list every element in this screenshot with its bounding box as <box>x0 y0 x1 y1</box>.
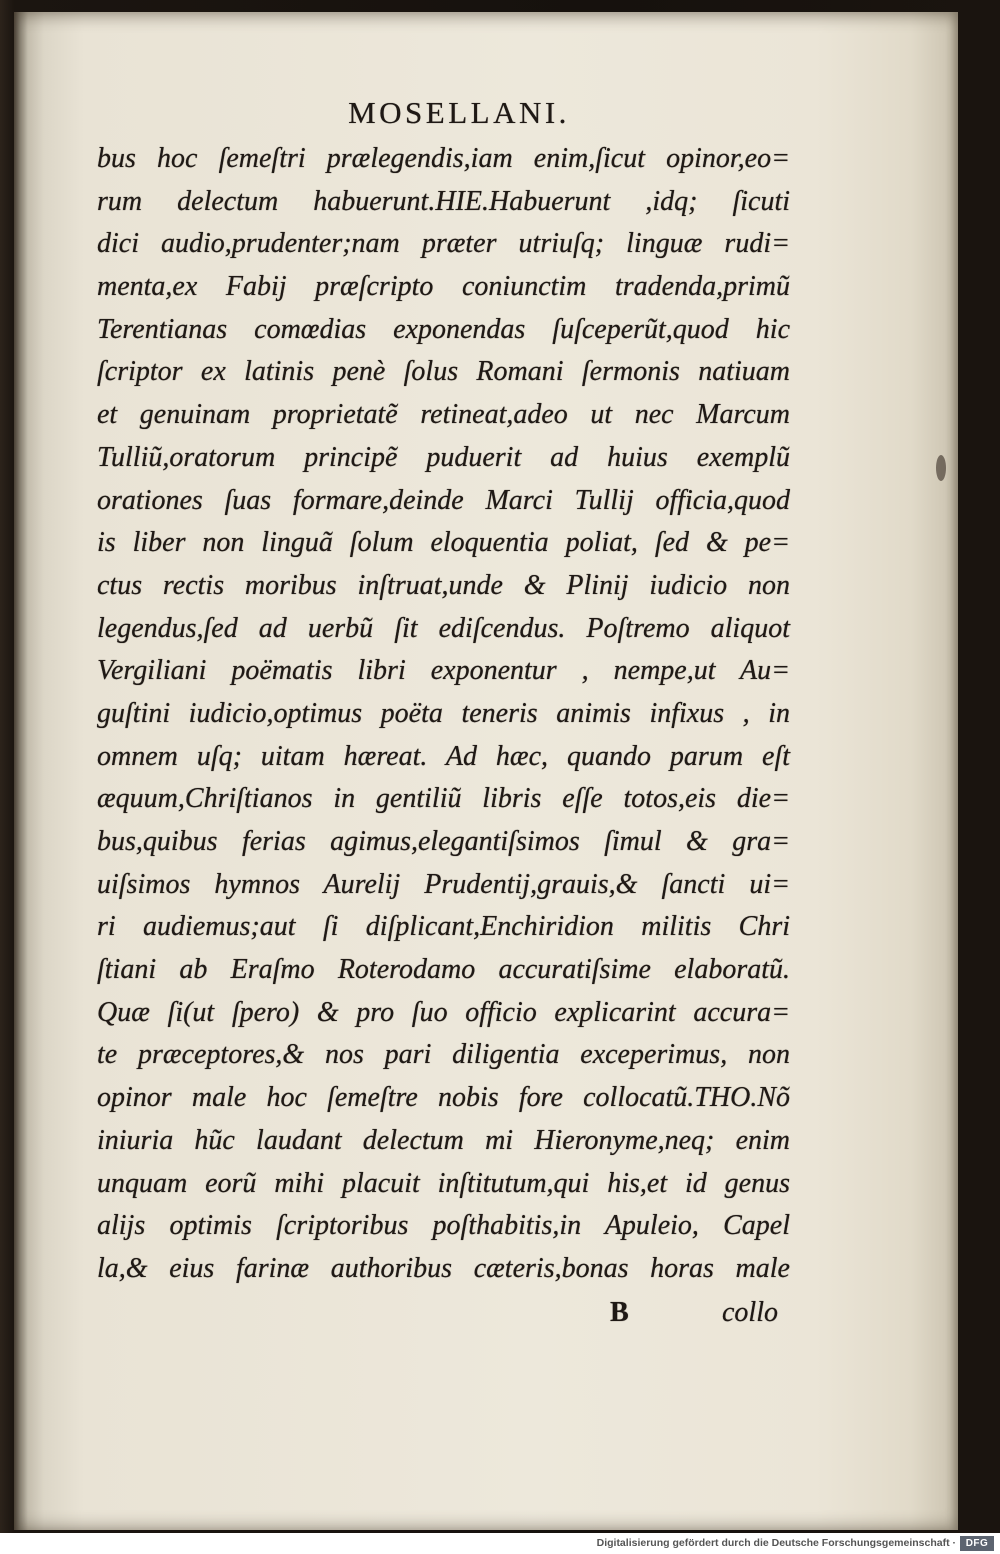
paper-edge-damage <box>936 455 946 481</box>
text-line: Tulliũ,oratorum principẽ puduerit ad huius exemplũ <box>97 441 790 473</box>
text-line: rum delectum habuerunt.HIE.Habuerunt ,idq; ſicuti <box>97 185 790 217</box>
text-line: et genuinam proprietatẽ retineat,adeo ut nec Marcum <box>97 399 790 431</box>
text-line: orationes ſuas formare,deinde Marci Tullij officia,quod <box>97 484 790 516</box>
text-line: te præceptores,& nos pari diligentia exceperimus, non <box>97 1039 790 1071</box>
text-line: æquum,Chriſtianos in gentiliũ libris eſſe totos,eis die= <box>97 783 790 815</box>
dfg-logo-icon: DFG <box>960 1536 994 1551</box>
text-line: alijs optimis ſcriptoribus poſthabitis,in Apuleio, Capel <box>97 1210 790 1242</box>
text-line: legendus,ſed ad uerbũ ſit ediſcendus. Poſtremo aliquot <box>97 612 790 644</box>
text-line: la,& eius farinæ authoribus cæteris,bonas horas male <box>97 1252 790 1284</box>
text-line: ſcriptor ex latinis penè ſolus Romani ſermonis natiuam <box>97 356 790 388</box>
signature-line <box>97 1291 790 1334</box>
funding-credit: Digitalisierung gefördert durch die Deutsche Forschungsgemeinschaft · <box>596 1537 956 1549</box>
text-line: uiſsimos hymnos Aurelij Prudentij,grauis,& ſancti ui= <box>97 868 790 900</box>
text-line: menta,ex Fabij præſcripto coniunctim tradenda,primũ <box>97 271 790 303</box>
text-line: iniuria hũc laudant delectum mi Hieronyme,neq; enim <box>97 1124 790 1156</box>
text-line: opinor male hoc ſemeſtre nobis fore collocatũ.THO.Nõ <box>97 1082 790 1114</box>
text-line: bus hoc ſemeſtri prælegendis,iam enim,ſicut opinor,eo= <box>97 143 790 174</box>
text-line: ſtiani ab Eraſmo Roterodamo accuratiſsime elaboratũ. <box>97 954 790 986</box>
catchword: collo <box>722 1297 778 1328</box>
signature-mark: B <box>610 1297 629 1328</box>
text-line: Quæ ſi(ut ſpero) & pro ſuo officio explicarint accura= <box>97 996 790 1028</box>
body-text <box>97 138 790 1291</box>
text-line: ri audiemus;aut ſi diſplicant,Enchiridion militis Chri <box>97 911 790 943</box>
text-line: guſtini iudicio,optimus poëta teneris animis infixus , in <box>97 697 790 729</box>
text-line: omnem uſq; uitam hæreat. Ad hæc, quando parum eſt <box>97 740 790 772</box>
text-line: is liber non linguã ſolum eloquentia poliat, ſed & pe= <box>97 527 790 559</box>
text-line: ctus rectis moribus inſtruat,unde & Plinij iudicio non <box>97 569 790 601</box>
text-line: Vergiliani poëmatis libri exponentur , nempe,ut Au= <box>97 655 790 687</box>
text-line: dici audio,prudenter;nam præter utriuſq; linguæ rudi= <box>97 228 790 260</box>
text-line: unquam eorũ mihi placuit inſtitutum,qui his,et id genus <box>97 1167 790 1199</box>
text-line: Terentianas comœdias exponendas ſuſceperũt,quod hic <box>97 313 790 345</box>
running-head: MOSELLANI. <box>348 95 570 130</box>
text-line: bus,quibus ferias agimus,elegantiſsimos ſimul & gra= <box>97 826 790 857</box>
digitization-footer <box>0 1533 1000 1554</box>
